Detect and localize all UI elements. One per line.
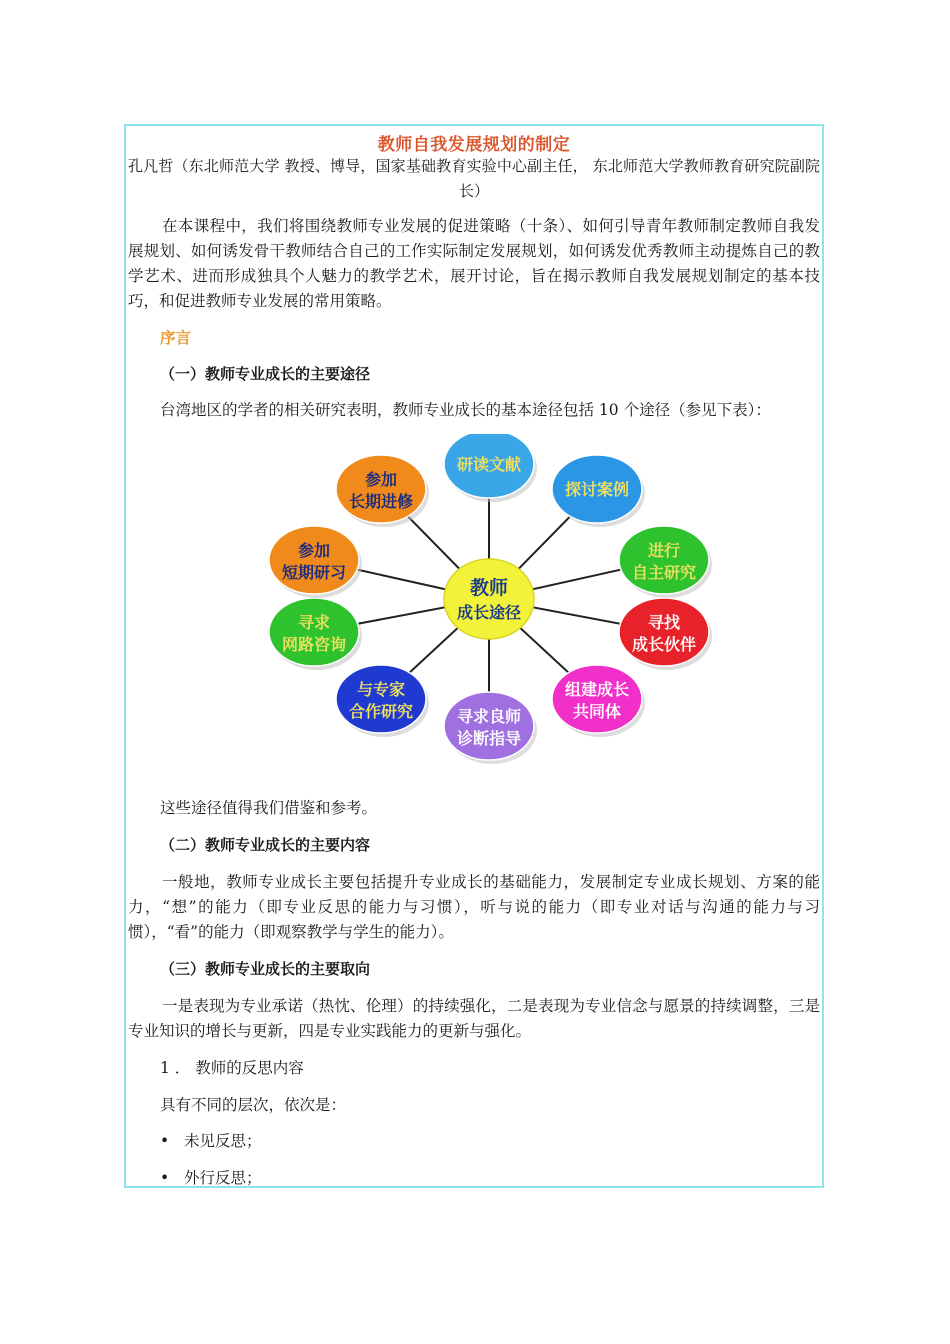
node-ellipse <box>619 526 709 594</box>
diagram-node <box>269 526 362 598</box>
item1-heading: 1 ． 教师的反思内容 <box>160 1059 304 1077</box>
node-label: 参加 <box>364 470 398 489</box>
bullet-dot: • <box>160 1169 170 1187</box>
bullet-dot: • <box>160 1132 170 1150</box>
diagram-node <box>269 598 362 670</box>
diagram-node <box>444 692 537 764</box>
intro-paragraph: 在本课程中，我们将围绕教师专业发展的促进策略（十条）、如何引导青年教师制定教师自我发展规划、如何诱发骨干教师结合自己的工作实际制定发展规划，如何诱发优秀教师主动提炼自己的教学艺术、进而形成独具个人魅力的教学艺术，展开讨论，旨在揭示教师自我发展规划制定的基本技巧，和促进教师专业发展的常用策略。 <box>128 217 820 310</box>
bullet-item <box>160 1166 262 1191</box>
section2-paragraph: 一般地，教师专业成长主要包括提升专业成长的基础能力，发展制定专业成长规划、方案的能力，“想”的能力（即专业反思的能力与习惯），听与说的能力（即专业对话与沟通的能力与习惯），“看”的能力（即观察教学与学生的能力）。 <box>128 873 820 941</box>
author-line: 孔凡哲（东北师范大学 教授、博导，国家基础教育实验中心副主任， 东北师范大学教师教育研究院副院长） <box>128 157 820 200</box>
growth-paths-diagram <box>264 434 714 776</box>
after-diagram-text: 这些途径值得我们借鉴和参考。 <box>160 799 378 817</box>
node-label: 网路咨询 <box>281 635 347 654</box>
node-label: 寻求 <box>297 613 331 632</box>
center-ellipse <box>444 559 534 639</box>
diagram-node <box>552 665 645 737</box>
section3-heading: （三）教师专业成长的主要取向 <box>160 960 371 978</box>
diagram-node <box>619 526 712 598</box>
node-label: 探讨案例 <box>564 480 630 499</box>
section1-text: 台湾地区的学者的相关研究表明，教师专业成长的基本途径包括 10 个途径（参见下表）： <box>160 401 771 419</box>
diagram-node <box>619 598 712 670</box>
node-label: 共同体 <box>572 702 622 721</box>
preface-heading: 序言 <box>160 329 192 347</box>
node-label: 寻找 <box>647 613 681 632</box>
node-label: 组建成长 <box>564 680 630 699</box>
node-label: 与专家 <box>356 680 406 699</box>
document-title: 教师自我发展规划的制定 <box>377 135 571 155</box>
center-label-1: 教师 <box>469 577 509 599</box>
center-label-2: 成长途径 <box>456 603 522 622</box>
diagram-node <box>552 455 645 527</box>
bullet-item <box>160 1129 262 1154</box>
section1-heading: （一）教师专业成长的主要途径 <box>160 365 371 383</box>
levels-intro: 具有不同的层次，依次是： <box>160 1096 347 1114</box>
document-frame <box>124 124 824 1188</box>
bullet-text: 未见反思； <box>184 1132 262 1150</box>
diagram-node <box>444 434 537 502</box>
node-label: 寻求良师 <box>456 707 522 726</box>
node-ellipse <box>336 455 426 523</box>
node-label: 诊断指导 <box>456 729 522 748</box>
node-label: 合作研究 <box>348 702 414 721</box>
node-label: 成长伙伴 <box>631 635 697 654</box>
node-label: 研读文献 <box>456 455 522 474</box>
node-ellipse <box>619 598 709 666</box>
node-ellipse <box>444 692 534 760</box>
diagram-node <box>336 665 429 737</box>
bullet-text: 外行反思； <box>184 1169 262 1187</box>
node-ellipse <box>269 526 359 594</box>
node-label: 参加 <box>297 541 331 560</box>
node-ellipse <box>336 665 426 733</box>
node-label: 短期研习 <box>281 563 347 582</box>
node-ellipse <box>269 598 359 666</box>
section2-heading: （二）教师专业成长的主要内容 <box>160 836 371 854</box>
diagram-node <box>336 455 429 527</box>
node-label: 自主研究 <box>631 563 697 582</box>
section3-paragraph: 一是表现为专业承诺（热忱、伦理）的持续强化，二是表现为专业信念与愿景的持续调整，三是专业知识的增长与更新，四是专业实践能力的更新与强化。 <box>128 997 820 1040</box>
node-ellipse <box>552 665 642 733</box>
node-label: 长期进修 <box>348 492 414 511</box>
diagram-center-node <box>444 559 534 639</box>
node-label: 进行 <box>647 541 681 560</box>
